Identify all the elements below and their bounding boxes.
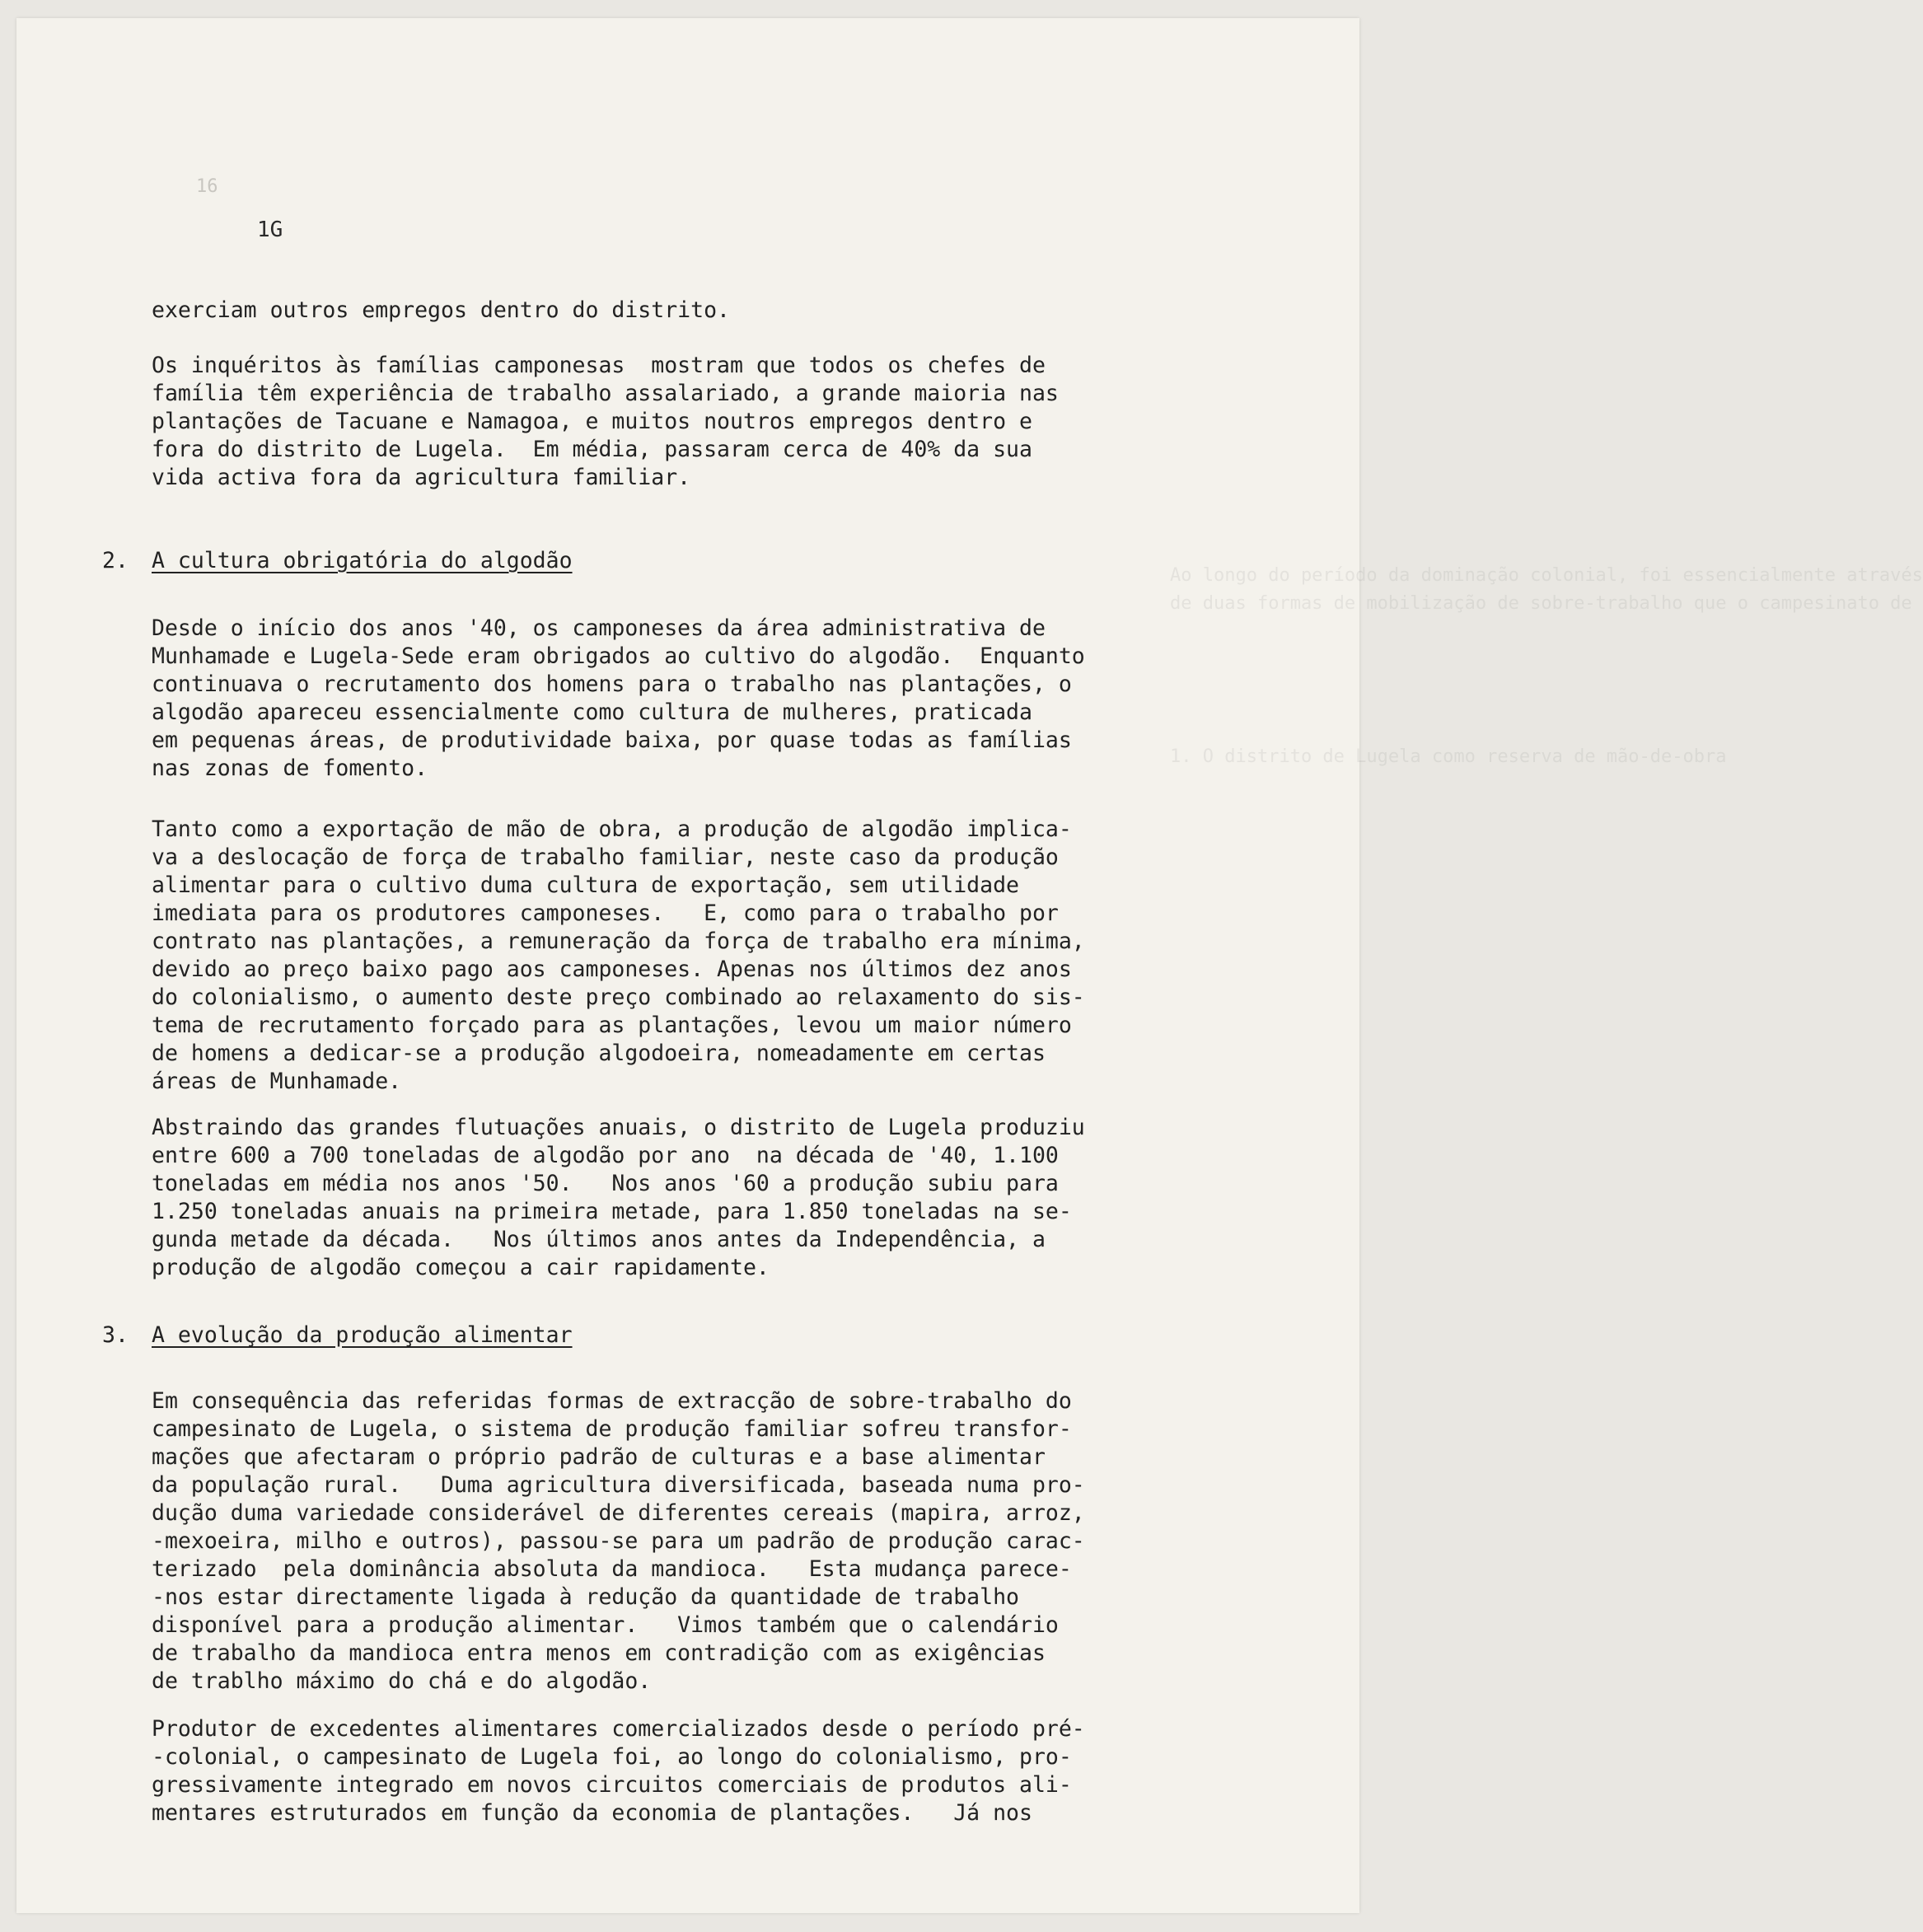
faint-page-number: 16 — [196, 176, 218, 197]
text-line: plantações de Tacuane e Namagoa, e muitos noutros empregos dentro e — [152, 409, 1032, 434]
show-through-text: 1. O distrito de Lugela como reserva de mão-de-obra — [1170, 746, 1727, 767]
paragraph — [152, 352, 1059, 492]
paragraph — [152, 1114, 1085, 1282]
section-heading — [102, 1322, 573, 1350]
page-number: 1G — [257, 218, 283, 242]
text-line: Os inquéritos às famílias camponesas mostram que todos os chefes de — [152, 353, 1046, 378]
paragraph — [152, 1387, 1085, 1696]
text-line: disponível para a produção alimentar. Vimos também que o calendário — [152, 1612, 1059, 1638]
text-line: 1.250 toneladas anuais na primeira metade, para 1.850 toneladas na se- — [152, 1199, 1072, 1224]
text-line: de trablho máximo do chá e do algodão. — [152, 1668, 652, 1694]
text-line: campesinato de Lugela, o sistema de produção familiar sofreu transfor- — [152, 1416, 1072, 1442]
text-line: fora do distrito de Lugela. Em média, passaram cerca de 40% da sua — [152, 437, 1032, 462]
text-line: em pequenas áreas, de produtividade baixa, por quase todas as famílias — [152, 727, 1072, 753]
text-line: família têm experiência de trabalho assalariado, a grande maioria nas — [152, 381, 1059, 406]
text-line: terizado pela dominância absoluta da mandioca. Esta mudança parece- — [152, 1556, 1072, 1582]
text-line: algodão apareceu essencialmente como cultura de mulheres, praticada — [152, 699, 1032, 725]
text-line: imediata para os produtores camponeses. E, como para o trabalho por — [152, 901, 1059, 926]
text-line: Produtor de excedentes alimentares comercializados desde o período pré- — [152, 1716, 1085, 1742]
text-line: vida activa fora da agricultura familiar. — [152, 465, 691, 490]
text-line: Em consequência das referidas formas de extracção de sobre-trabalho do — [152, 1388, 1072, 1414]
text-line: -nos estar directamente ligada à redução da quantidade de trabalho — [152, 1584, 1019, 1610]
section-number: 3. — [102, 1322, 129, 1348]
section-heading — [102, 547, 573, 575]
text-line: devido ao preço baixo pago aos camponeses. Apenas nos últimos dez anos — [152, 957, 1072, 982]
text-line: nas zonas de fomento. — [152, 755, 428, 781]
text-line: entre 600 a 700 toneladas de algodão por ano na década de '40, 1.100 — [152, 1143, 1059, 1168]
text-line: de trabalho da mandioca entra menos em contradição com as exigências — [152, 1640, 1046, 1666]
paragraph — [152, 816, 1085, 1096]
section-number: 2. — [102, 548, 129, 573]
text-line: -colonial, o campesinato de Lugela foi, ao longo do colonialismo, pro- — [152, 1744, 1072, 1770]
text-line: da população rural. Duma agricultura diversificada, baseada numa pro- — [152, 1472, 1085, 1498]
show-through-text: Ao longo do período da dominação colonial, foi essencialmente através — [1170, 565, 1923, 586]
text-line: do colonialismo, o aumento deste preço combinado ao relaxamento do sis- — [152, 985, 1085, 1010]
text-line: Munhamade e Lugela-Sede eram obrigados ao cultivo do algodão. Enquanto — [152, 643, 1085, 669]
text-line: Desde o início dos anos '40, os camponeses da área administrativa de — [152, 615, 1046, 641]
show-through-text: de duas formas de mobilização de sobre-trabalho que o campesinato de — [1170, 593, 1912, 614]
text-line: toneladas em média nos anos '50. Nos anos '60 a produção subiu para — [152, 1171, 1059, 1196]
text-line: tema de recrutamento forçado para as plantações, levou um maior número — [152, 1013, 1072, 1038]
text-line: continuava o recrutamento dos homens para o trabalho nas plantações, o — [152, 671, 1072, 697]
text-line: mações que afectaram o próprio padrão de culturas e a base alimentar — [152, 1444, 1046, 1470]
text-line: gunda metade da década. Nos últimos anos antes da Independência, a — [152, 1227, 1046, 1252]
document-page — [16, 18, 1923, 1913]
section-title: A cultura obrigatória do algodão — [152, 548, 573, 573]
text-line: Abstraindo das grandes flutuações anuais, o distrito de Lugela produziu — [152, 1115, 1085, 1140]
text-line: dução duma variedade considerável de diferentes cereais (mapira, arroz, — [152, 1500, 1085, 1526]
paragraph — [152, 1715, 1085, 1827]
text-line: mentares estruturados em função da economia de plantações. Já nos — [152, 1800, 1032, 1826]
text-line: áreas de Munhamade. — [152, 1069, 402, 1094]
text-line: contrato nas plantações, a remuneração da força de trabalho era mínima, — [152, 929, 1085, 954]
text-line: exerciam outros empregos dentro do distrito. — [152, 297, 730, 323]
text-line: -mexoeira, milho e outros), passou-se para um padrão de produção carac- — [152, 1528, 1085, 1554]
section-title: A evolução da produção alimentar — [152, 1322, 573, 1348]
paragraph — [152, 297, 730, 325]
text-line: alimentar para o cultivo duma cultura de exportação, sem utilidade — [152, 872, 1019, 898]
text-line: gressivamente integrado em novos circuitos comerciais de produtos ali- — [152, 1772, 1072, 1798]
text-line: produção de algodão começou a cair rapidamente. — [152, 1255, 770, 1280]
paragraph — [152, 615, 1085, 783]
text-line: va a deslocação de força de trabalho familiar, neste caso da produção — [152, 844, 1059, 870]
text-line: de homens a dedicar-se a produção algodoeira, nomeadamente em certas — [152, 1041, 1046, 1066]
text-line: Tanto como a exportação de mão de obra, a produção de algodão implica- — [152, 816, 1072, 842]
